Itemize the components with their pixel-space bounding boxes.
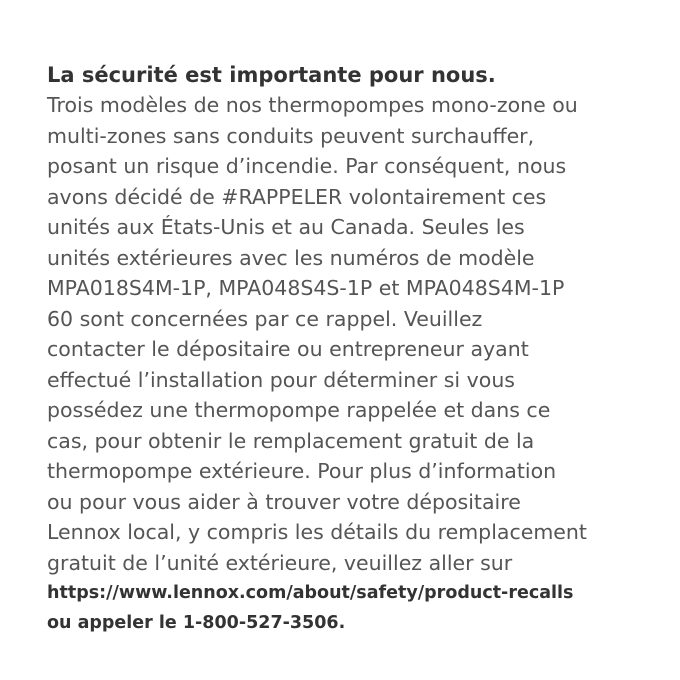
notice-body (47, 90, 667, 578)
notice-body-line: multi-zones sans conduits peuvent surchauffer, (47, 123, 535, 148)
notice-body-line: effectué l’installation pour déterminer si vous (47, 367, 515, 392)
notice-body-line: MPA018S4M-1P, MPA048S4S-1P et MPA048S4M-1P (47, 276, 565, 300)
notice-title: La sécurité est importante pour nous. (47, 63, 496, 87)
notice-body-line: ou pour vous aider à trouver votre dépositaire (47, 489, 521, 514)
recall-phone: ou appeler le 1-800-527-3506. (47, 613, 346, 633)
notice-body-line: unités extérieures avec les numéros de modèle (47, 245, 535, 270)
notice-body-line: 60 sont concernées par ce rappel. Veuillez (47, 306, 483, 331)
recall-notice (47, 60, 667, 638)
notice-body-line: contacter le dépositaire ou entrepreneur ayant (47, 337, 529, 361)
notice-body-line: posant un risque d’incendie. Par conséquent, nous (47, 154, 567, 178)
notice-body-line: avons décidé de #RAPPELER volontairement ces (47, 184, 547, 209)
notice-body-line: Lennox local, y compris les détails du remplacement (47, 520, 587, 544)
notice-body-line: cas, pour obtenir le remplacement gratuit de la (47, 428, 535, 453)
notice-body-line: thermopompe extérieure. Pour plus d’information (47, 459, 557, 483)
notice-body-line: Trois modèles de nos thermopompes mono-zone ou (47, 93, 578, 117)
notice-body-line: gratuit de l’unité extérieure, veuillez aller sur (47, 550, 513, 575)
notice-body-line: possédez une thermopompe rappelée et dans ce (47, 398, 551, 422)
notice-body-line: unités aux États-Unis et au Canada. Seules les (47, 215, 525, 239)
recall-url: https://www.lennox.com/about/safety/product-recalls (47, 583, 574, 603)
